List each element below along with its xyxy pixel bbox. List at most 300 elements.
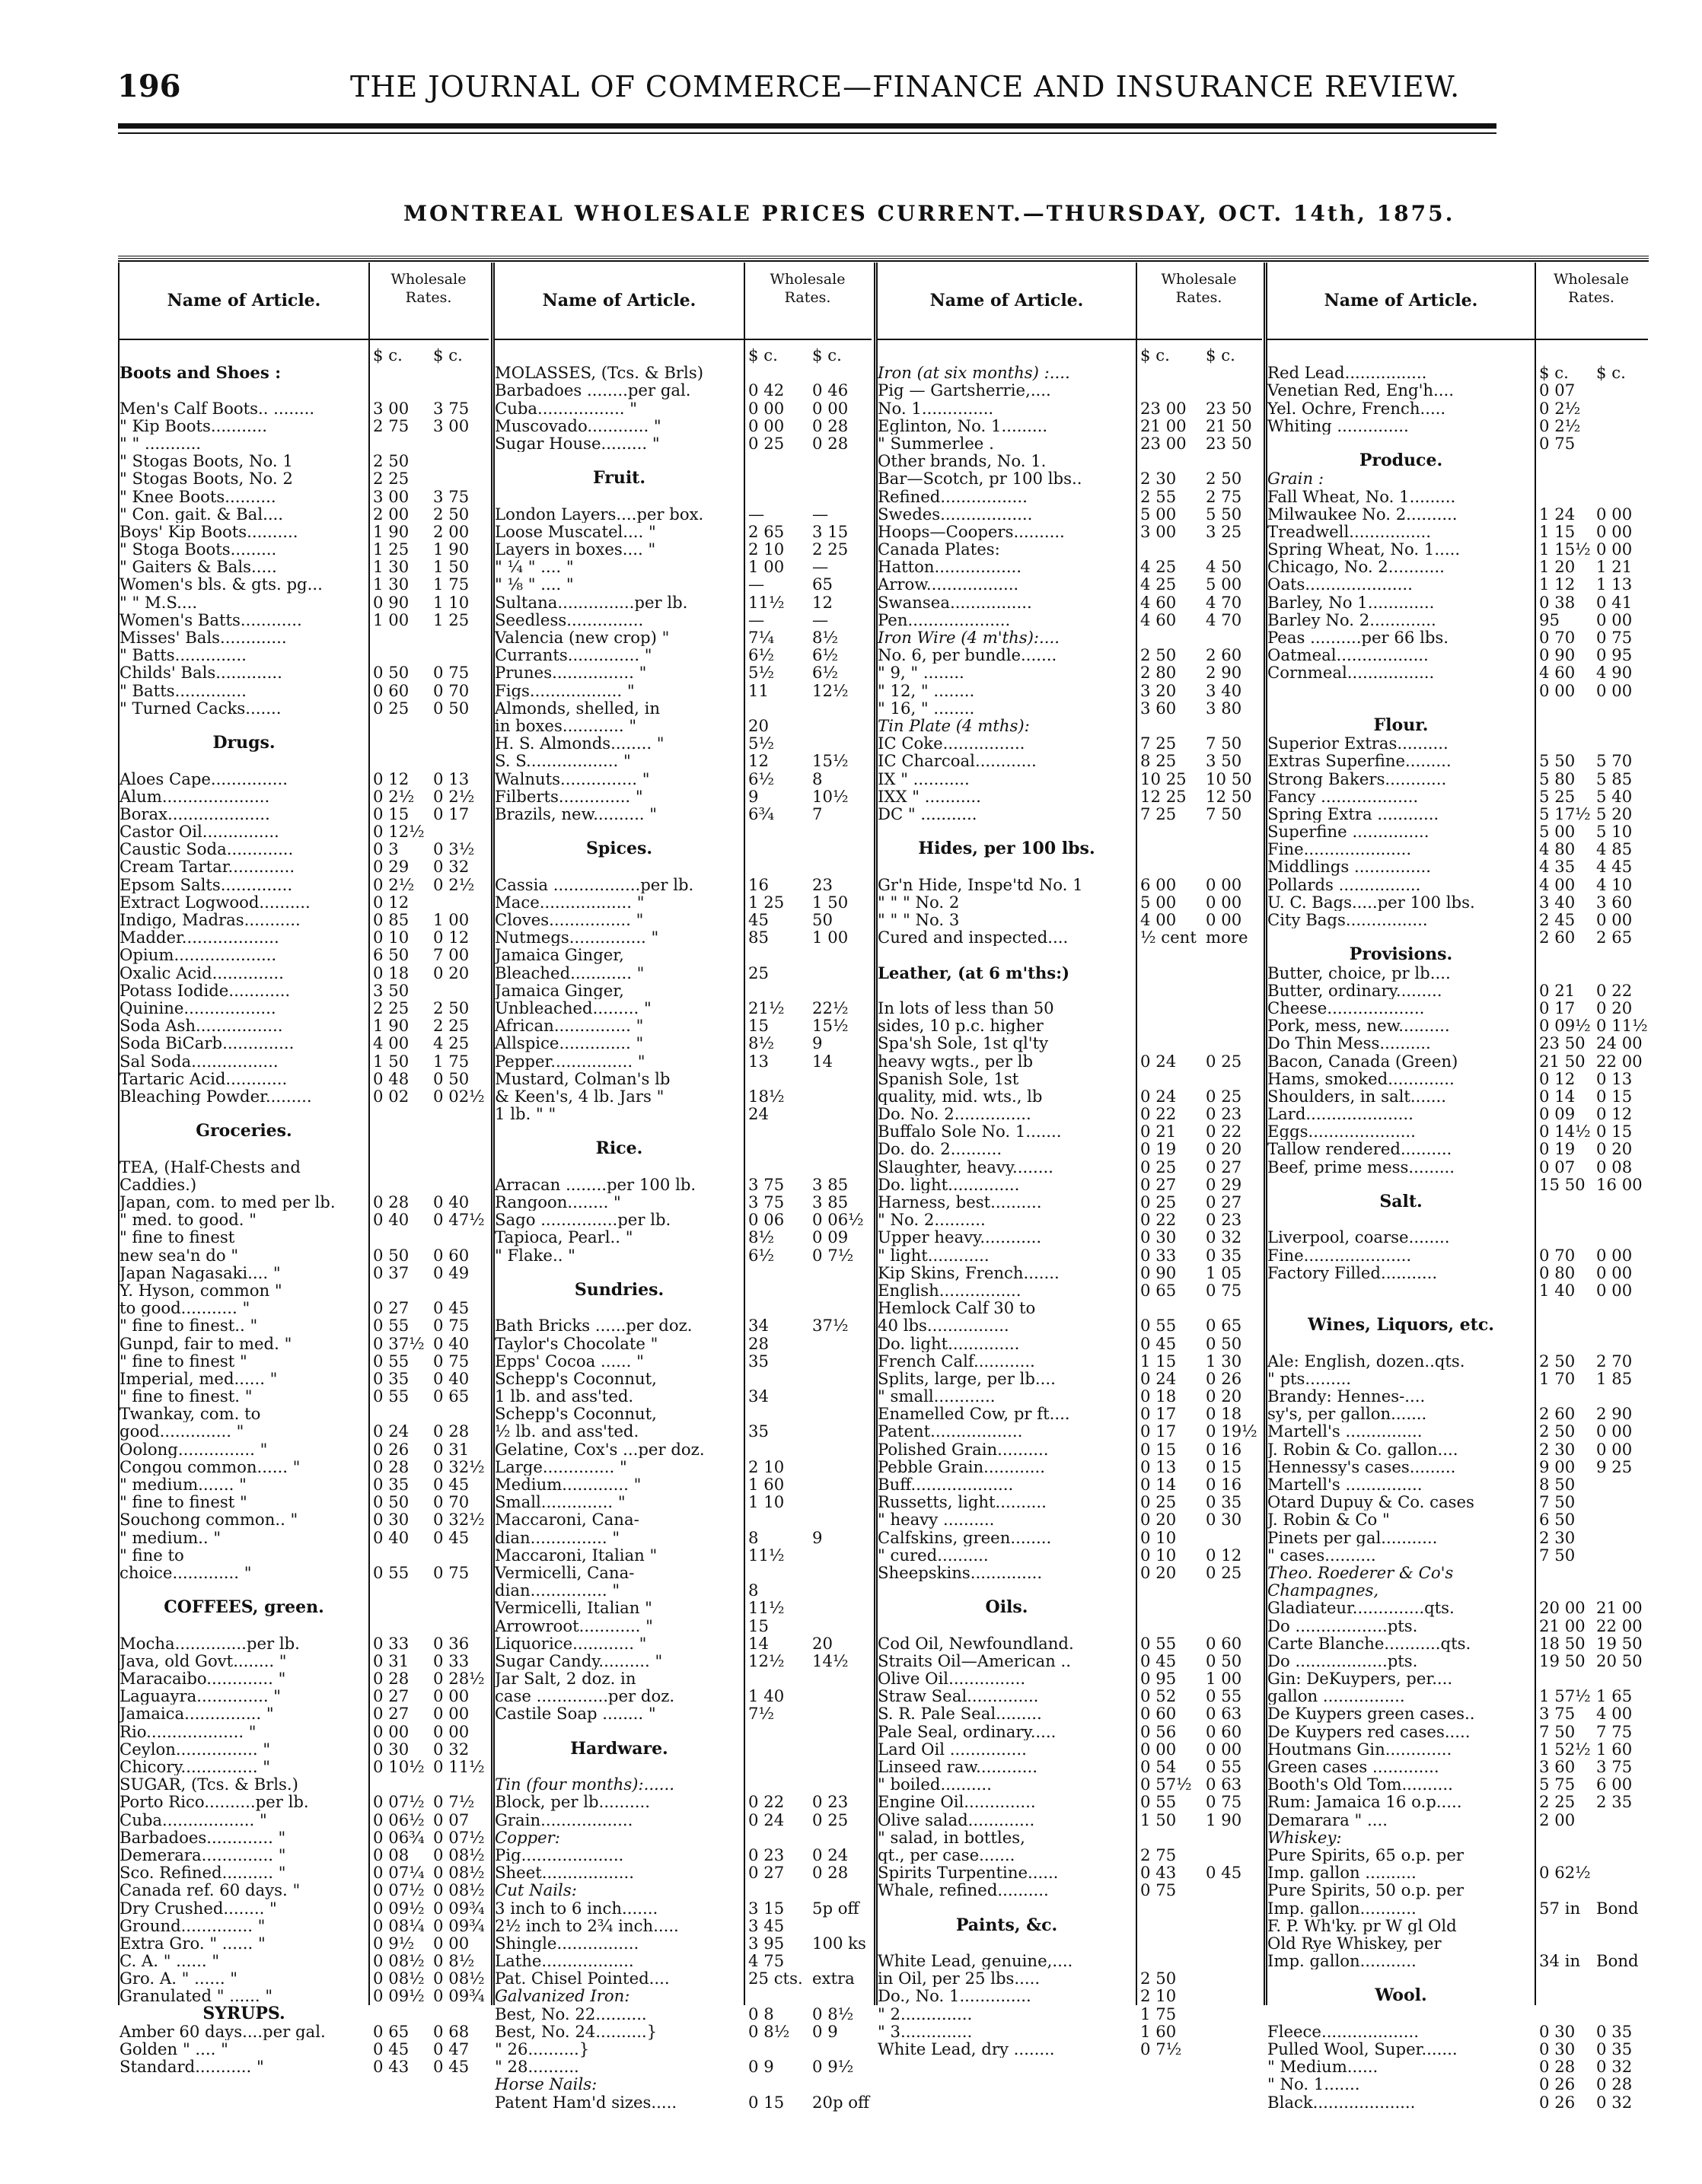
rate-high (1596, 1529, 1653, 1546)
rate-low: 0 09½ (373, 1898, 425, 1918)
price-row (878, 964, 1262, 982)
price-row (878, 1546, 1262, 1564)
article-name: " Batts.............. (120, 646, 247, 664)
article-name: Rangoon........ " (495, 1193, 621, 1211)
rate-low: 0 38 (1539, 592, 1576, 612)
price-row (495, 1441, 872, 1458)
price-row (878, 1723, 1262, 1740)
rate-high: 0 29 (1206, 1174, 1242, 1194)
article-name: Dry Crushed........ " (120, 1899, 277, 1917)
rate-low (1136, 1917, 1206, 1934)
price-row (495, 2040, 872, 2058)
article-name: Spanish Sole, 1st (878, 1069, 1019, 1087)
price-row (878, 1881, 1262, 1899)
article-name: Canada ref. 60 days. " (120, 1881, 301, 1899)
article-name (1267, 682, 1535, 699)
rate-low (744, 840, 812, 858)
article-name: " Medium...... (1267, 2058, 1378, 2076)
rate-low (1136, 364, 1206, 381)
rate-high: 0 8½ (812, 2004, 854, 2023)
rate-low (744, 1740, 812, 1758)
price-row (878, 893, 1262, 911)
article-name: Jamaica Ginger, (495, 946, 624, 964)
rate-low: 0 07 (1539, 380, 1576, 400)
rate-high (1206, 823, 1267, 840)
rate-high (1596, 417, 1653, 435)
article-name: Men's Calf Boots.. ........ (120, 399, 315, 417)
article-name: Borax.................... (120, 804, 270, 823)
rate-low: 5 75 (1539, 1775, 1576, 1794)
article-name: Tapioca, Pearl.. " (495, 1228, 633, 1246)
price-row (878, 540, 1262, 558)
rate-low (744, 2040, 812, 2058)
article-name: Shingle................ (495, 1934, 639, 1953)
rate-high: 0 7½ (433, 1792, 475, 1812)
article-name: Iron Wire (4 m'ths):.... (878, 629, 1060, 647)
rate-high: 0 00 (1206, 910, 1242, 929)
article-name: IC Charcoal............ (878, 752, 1037, 770)
article-name: Boys' Kip Boots.......... (120, 522, 298, 541)
rate-high (433, 734, 493, 752)
rate-high: 0 17 (433, 804, 470, 823)
rate-high: 0 32 (1206, 1227, 1242, 1247)
rate-high: 5 50 (1206, 504, 1242, 524)
price-row (1267, 1652, 1648, 1670)
rate-high: 0 07 (433, 1810, 470, 1829)
price-row (495, 2005, 872, 2023)
price-row (1267, 946, 1648, 963)
rate-low: $ c. (373, 345, 403, 365)
rate-low: 0 20 (1140, 1510, 1177, 1530)
article-name: Spring Extra ............ (1267, 804, 1439, 823)
price-row (495, 452, 872, 470)
article-name: Unbleached......... " (495, 998, 652, 1017)
column-body (1267, 340, 1648, 2111)
rate-low: 1 40 (1539, 1280, 1576, 1300)
article-name: Sago ...............per lb. (495, 1211, 671, 1229)
article-name: Twankay, com. to (120, 1405, 261, 1423)
rate-high: 3 25 (1206, 521, 1242, 541)
rate-low (368, 1228, 433, 1246)
rate-low (1136, 452, 1206, 470)
price-row (120, 1581, 489, 1599)
article-name: sy's, per gallon....... (1267, 1405, 1427, 1423)
article-name (495, 452, 744, 470)
article-name: " fine to finest " (120, 1351, 247, 1370)
price-row (495, 1246, 872, 1264)
rate-low: ½ cent (1140, 928, 1197, 947)
rate-low: 2 50 (1539, 1351, 1576, 1371)
rate-high: 1 21 (1596, 557, 1633, 577)
rate-high: 23 (812, 874, 833, 894)
price-row (1267, 435, 1648, 452)
article-name: " Turned Cacks....... (120, 699, 282, 717)
price-row (878, 1987, 1262, 2004)
price-row (878, 734, 1262, 752)
rate-high: 0 49 (433, 1262, 470, 1282)
price-row (1267, 1052, 1648, 1070)
price-row (1267, 2023, 1648, 2040)
rate-low (368, 1546, 433, 1564)
price-row (1267, 1581, 1648, 1599)
article-name: De Kuypers red cases..... (1267, 1722, 1471, 1740)
price-row (495, 1228, 872, 1246)
rate-low (744, 1299, 812, 1316)
rate-low: 0 12 (1539, 1068, 1576, 1088)
price-row (120, 1493, 489, 1511)
rate-high: 3 85 (812, 1174, 849, 1194)
rate-low: 0 15 (373, 804, 410, 823)
rate-high (812, 1441, 876, 1458)
price-row (120, 823, 489, 840)
rate-high: 12 50 (1206, 786, 1252, 806)
price-row (495, 1405, 872, 1422)
rate-low: 18 50 (1539, 1633, 1586, 1653)
rate-low: 1 10 (748, 1492, 785, 1512)
price-row (1267, 858, 1648, 875)
rate-low: — (748, 610, 765, 629)
rate-high: 0 09 (812, 1227, 849, 1247)
rate-low (744, 488, 812, 505)
price-row (495, 594, 872, 611)
rate-low: 0 20 (1140, 1562, 1177, 1582)
rate-high: 0 25 (1206, 1051, 1242, 1071)
price-row (878, 982, 1262, 999)
price-row (495, 1846, 872, 1864)
rate-high: 0 08½ (433, 1880, 485, 1900)
rate-high: 0 7½ (812, 1245, 854, 1265)
article-name: IC Coke................ (878, 734, 1025, 753)
rate-low: 0 25 (373, 698, 410, 718)
rate-low (1535, 734, 1596, 752)
price-row (120, 1617, 489, 1635)
rate-low: 1 25 (373, 540, 410, 559)
rate-low: 0 8 (748, 2004, 774, 2023)
article-name: sides, 10 p.c. higher (878, 1017, 1044, 1035)
article-name: Allspice.............. " (495, 1034, 644, 1052)
rate-low (1535, 1969, 1596, 1987)
rate-low: 12 25 (1140, 786, 1187, 806)
article-name: Caustic Soda............. (120, 840, 294, 858)
rate-high: 0 35 (1596, 2039, 1633, 2058)
rate-low: 2 30 (1140, 469, 1177, 489)
price-row (495, 558, 872, 575)
price-row (495, 523, 872, 540)
price-row (120, 488, 489, 505)
rate-high (812, 1829, 876, 1846)
price-row (1267, 1599, 1648, 1616)
rate-high: 20p off (812, 2092, 870, 2112)
rate-high (1596, 1864, 1653, 1881)
price-row (1267, 594, 1648, 611)
price-row (120, 946, 489, 963)
article-name: Chicago, No. 2........... (1267, 558, 1445, 576)
rate-low: 0 90 (1539, 645, 1576, 665)
price-row (1267, 1670, 1648, 1687)
rate-high (812, 1405, 876, 1422)
article-name: French Calf............ (878, 1351, 1035, 1370)
article-name: Sugar House......... " (495, 434, 660, 453)
rate-high: 0 20 (1206, 1386, 1242, 1406)
article-name: Whale, refined.......... (878, 1881, 1049, 1899)
rate-low (744, 946, 812, 963)
article-name: Spa'sh Sole, 1st ql'ty (878, 1034, 1049, 1052)
rate-high (1206, 1917, 1267, 1934)
rate-high: 0 2½ (433, 786, 475, 806)
article-name: Martell's ............... (1267, 1476, 1423, 1494)
price-row (1267, 629, 1648, 646)
price-row (1267, 752, 1648, 769)
rate-high (1596, 1228, 1653, 1246)
article-name: No. 1.............. (878, 399, 994, 417)
article-name: Filberts.............. " (495, 787, 643, 805)
article-name: Patent Ham'd sizes..... (495, 2093, 677, 2111)
article-name: White Lead, dry ........ (878, 2040, 1055, 2058)
article-name: Green cases ............. (1267, 1758, 1439, 1776)
rate-low: 0 13 (1140, 1457, 1177, 1476)
rate-high: Bond (1596, 1951, 1639, 1971)
article-name: Bleaching Powder......... (120, 1087, 312, 1106)
price-row (120, 1652, 489, 1670)
article-name: Whiskey: (1267, 1828, 1342, 1846)
price-row (1267, 470, 1648, 487)
rate-high (1596, 1299, 1653, 1316)
price-row (878, 1052, 1262, 1070)
name-header: Name of Article. (167, 291, 321, 310)
rate-high: 0 70 (433, 1492, 470, 1512)
article-name: Pure Spirits, 50 o.p. per (1267, 1881, 1464, 1899)
rate-high: 0 20 (433, 963, 470, 982)
price-row (495, 1493, 872, 1511)
article-name: " Knee Boots.......... (120, 487, 276, 505)
rate-low: 0 30 (1140, 1227, 1177, 1247)
price-row (878, 664, 1262, 681)
price-row (878, 1529, 1262, 1546)
price-row (120, 788, 489, 805)
rates-header (368, 263, 489, 339)
article-name (495, 858, 744, 875)
price-row (495, 2058, 872, 2075)
rate-high: 0 20 (1596, 998, 1633, 1017)
article-name: Eglinton, No. 1......... (878, 416, 1048, 435)
rate-low: 0 19 (1140, 1139, 1177, 1159)
article-name (495, 346, 744, 364)
rate-high (1596, 1987, 1653, 2004)
article-name (120, 752, 368, 769)
price-row (495, 1158, 872, 1176)
article-name: Cuba................. " (495, 399, 638, 417)
article-name: Superior Extras.......... (1267, 734, 1449, 753)
rate-low: $ c. (1539, 363, 1569, 383)
price-row (878, 1846, 1262, 1864)
rate-low: 5½ (748, 663, 775, 683)
article-name: Fine..................... (1267, 840, 1412, 858)
rate-low: 2 50 (1140, 1969, 1177, 1988)
price-row (1267, 1176, 1648, 1193)
rate-high (1206, 1881, 1267, 1899)
article-name: Linseed raw............ (878, 1758, 1037, 1776)
rate-low: 1 24 (1539, 504, 1576, 524)
rate-high: 1 85 (1596, 1368, 1633, 1388)
rate-low (368, 435, 433, 452)
article-name (878, 858, 1136, 875)
rate-high: 5 40 (1596, 786, 1633, 806)
rate-high (433, 1405, 493, 1422)
price-row (1267, 1969, 1648, 1987)
rate-low: 0 8½ (748, 2021, 790, 2041)
article-name: heavy wgts., per lb (878, 1052, 1034, 1070)
article-name: Golden " .... " (120, 2040, 228, 2058)
rate-high: 0 45 (433, 2057, 470, 2077)
rate-low: 0 30 (373, 1739, 410, 1759)
rate-high: 1 00 (812, 928, 849, 947)
article-name: Horse Nails: (495, 2075, 598, 2093)
rate-low: 2 30 (1539, 1439, 1576, 1459)
rate-low: 0 24 (1140, 1368, 1177, 1388)
article-name: Cornmeal................. (1267, 664, 1435, 682)
price-row (120, 1670, 489, 1687)
price-row (495, 1617, 872, 1635)
rate-high (812, 1387, 876, 1405)
rate-low (1535, 452, 1596, 470)
rate-low: 0 15 (1140, 1439, 1177, 1459)
rate-high: 4 85 (1596, 839, 1633, 859)
rate-high: $ c. (1596, 363, 1626, 383)
column-header (495, 263, 872, 340)
rate-low: 0 12 (373, 892, 410, 912)
section-heading: Oils. (985, 1599, 1028, 1617)
rate-low: 11 (748, 680, 769, 700)
price-row (878, 417, 1262, 435)
price-row (495, 1017, 872, 1034)
name-header: Name of Article. (542, 291, 696, 310)
price-row (1267, 452, 1648, 470)
section-heading: Paints, &c. (955, 1916, 1058, 1934)
rate-high (433, 1158, 493, 1176)
rate-high (1596, 470, 1653, 487)
rates-header-line: Wholesale (390, 271, 467, 288)
price-row (495, 417, 872, 435)
rate-low: 3 50 (373, 980, 410, 1000)
rate-low: 15 (748, 1016, 769, 1036)
rate-low: 20 00 (1539, 1598, 1586, 1618)
article-name: Peas ..........per 66 lbs. (1267, 629, 1449, 647)
rate-low: 12½ (748, 1651, 785, 1670)
price-row (120, 805, 489, 823)
rate-low: 0 55 (373, 1562, 410, 1582)
rate-high: 3 80 (1206, 698, 1242, 718)
price-row (1267, 1687, 1648, 1705)
rate-low: 0 08 (373, 1845, 410, 1864)
rate-high: 0 09¾ (433, 1915, 485, 1935)
article-name: " cases.......... (1267, 1546, 1376, 1564)
rate-low: 45 (748, 910, 769, 929)
rate-high (812, 1987, 876, 2004)
column-header (878, 263, 1262, 340)
rate-high: Bond (1596, 1898, 1639, 1918)
rate-low (368, 1599, 433, 1616)
rate-low: 0 08½ (373, 1969, 425, 1988)
price-row (878, 770, 1262, 788)
rate-low: 2 50 (373, 451, 410, 471)
rate-low: 0 17 (1539, 998, 1576, 1017)
article-name (1267, 1969, 1535, 1987)
rate-high: extra (812, 1969, 855, 1988)
price-row (1267, 400, 1648, 417)
article-name: Small.............. " (495, 1493, 626, 1511)
article-name: " fine to finest.. " (120, 1316, 258, 1335)
rate-low (1535, 1193, 1596, 1211)
rate-low: 4 60 (1140, 610, 1177, 629)
section-heading: Wool. (1375, 1987, 1427, 2005)
price-row (120, 400, 489, 417)
rate-high (1596, 1846, 1653, 1864)
rate-high: 0 27 (1206, 1157, 1242, 1176)
price-row (878, 1034, 1262, 1052)
rate-low: 2 75 (373, 415, 410, 435)
rate-low (368, 1158, 433, 1176)
rate-low (1136, 1034, 1206, 1052)
rate-low: 0 65 (1140, 1280, 1177, 1300)
rate-low: 1 20 (1539, 557, 1576, 577)
article-name: Japan, com. to med per lb. (120, 1193, 336, 1211)
price-row (878, 1793, 1262, 1810)
rate-high (433, 1599, 493, 1616)
price-row (495, 1034, 872, 1052)
price-row (495, 734, 872, 752)
price-row (1267, 1846, 1648, 1864)
rate-high (1596, 964, 1653, 982)
rate-high: 12 (812, 592, 833, 612)
rate-low: 0 30 (1539, 2039, 1576, 2058)
rate-low: 0 2½ (373, 786, 415, 806)
rate-high: 2 65 (1596, 928, 1633, 947)
article-name: In lots of less than 50 (878, 998, 1054, 1017)
rate-low: 2 45 (1539, 910, 1576, 929)
rate-high: 2 70 (1596, 1351, 1633, 1371)
price-row (878, 346, 1262, 364)
price-row (878, 364, 1262, 381)
rate-high: 0 25 (812, 1810, 849, 1829)
article-name: " 28.......... (495, 2058, 579, 2076)
article-name: Splits, large, per lb.... (878, 1369, 1056, 1388)
price-row (495, 1476, 872, 1493)
rate-high (812, 982, 876, 999)
article-name: Butter, ordinary......... (1267, 981, 1442, 999)
rate-low (1535, 1387, 1596, 1405)
rate-high (1596, 1546, 1653, 1564)
rates-header (1535, 263, 1648, 339)
rate-low: 2 00 (373, 504, 410, 524)
rate-high: 0 08½ (433, 1845, 485, 1864)
rate-low: 1 40 (748, 1686, 785, 1706)
rate-high: 0 47 (433, 2039, 470, 2058)
rate-low (1136, 1952, 1206, 1969)
price-row (1267, 1228, 1648, 1246)
rate-low: 35 (748, 1351, 769, 1371)
rate-high (812, 2040, 876, 2058)
article-name: Lathe.................. (495, 1952, 634, 1970)
rate-low: 0 06½ (373, 1810, 425, 1829)
rate-high (812, 470, 876, 487)
price-row (495, 1299, 872, 1316)
rate-high: 0 45 (433, 1475, 470, 1494)
article-name (878, 823, 1136, 840)
article-name (1267, 928, 1535, 946)
article-name: Walnuts............... " (495, 769, 650, 788)
rate-high: 22 00 (1596, 1616, 1643, 1635)
article-name: Women's Batts............ (120, 610, 302, 629)
